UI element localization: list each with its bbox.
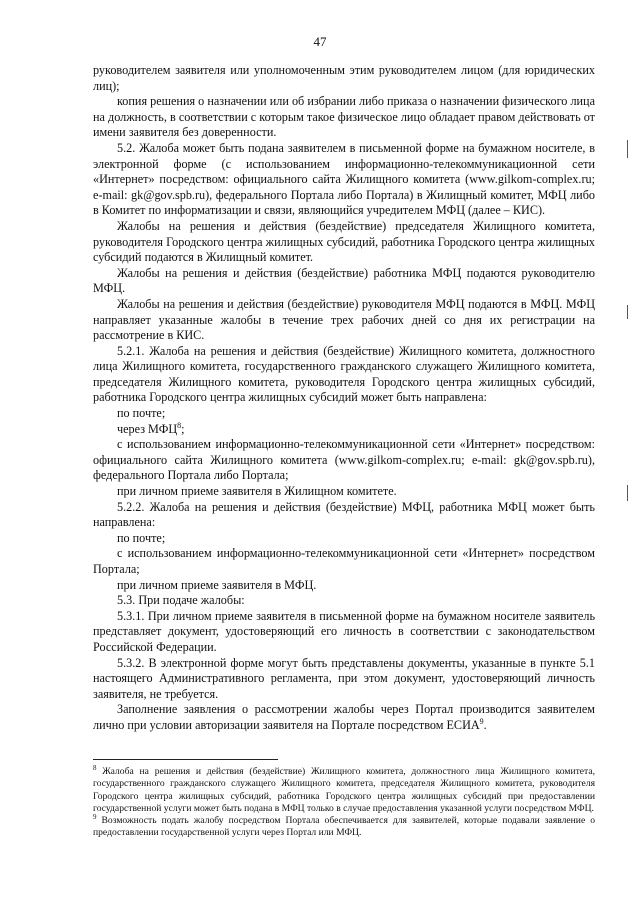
footnote-text: Жалоба на решения и действия (бездействие) Жилищного комитета, должностного лица Жилищного комитета, государственного гражданского служащего Жилищного комитета, председателя Жилищного комитета, руководителя Городского центра жилищных субсидий, работника Городского центра жилищных субсидий при предоставлении государственной услуги может быть подана в МФЦ только в случае предоставления указанной услуги посредством МФЦ.	[93, 766, 595, 814]
footnotes	[93, 763, 596, 840]
paragraph: 5.2.1. Жалоба на решения и действия (бездействие) Жилищного комитета, должностного лица Жилищного комитета, государственного гражданского служащего Жилищного комитета, председателя Жилищного комитета, руководителя Городского центра жилищных субсидий, работника Городского центра жилищных субсидий может быть направлена:	[93, 343, 595, 405]
paragraph: с использованием информационно-телекоммуникационной сети «Интернет» посредством: официального сайта Жилищного комитета (www.gilkom-complex.ru; e-mail: gk@gov.spb.ru), федерального Портала либо Портала;	[93, 437, 595, 483]
paragraph: при личном приеме заявителя в Жилищном комитете.	[117, 484, 397, 499]
scan-margin-mark	[627, 140, 628, 158]
paragraph: 5.3.2. В электронной форме могут быть представлены документы, указанные в пункте 5.1 настоящего Административного регламента, при этом документ, удостоверяющий личность заявителя, не требуется.	[93, 655, 595, 701]
paragraph: 5.2. Жалоба может быть подана заявителем в письменной форме на бумажном носителе, в электронной форме (с использованием информационно-телекоммуникационной сети «Интернет» посредством: официального сайта Жилищного комитета (www.gilkom-complex.ru; e-mail: gk@gov.spb.ru), федерального Портала либо Портала) в Жилищный комитет, МФЦ либо в Комитет по информатизации и связи, являющийся учредителем МФЦ (далее – КИС).	[93, 140, 595, 218]
page-number: 47	[313, 34, 327, 49]
paragraph-text: Заполнение заявления о рассмотрении жалобы через Портал производится заявителем лично при условии авторизации заявителя на Портале посредством ЕСИА	[93, 702, 595, 732]
paragraph-tail: ;	[181, 421, 185, 436]
footnote-ref[interactable]: 8	[177, 420, 182, 430]
paragraph: Жалобы на решения и действия (бездействие) руководителя МФЦ подаются в МФЦ. МФЦ направляет указанные жалобы в течение трех рабочих дней со дня их регистрации на рассмотрение в КИС.	[93, 296, 595, 343]
paragraph: по почте;	[117, 530, 166, 545]
paragraph: с использованием информационно-телекоммуникационной сети «Интернет» посредством Портала;	[93, 546, 595, 576]
footnote-mark: 8	[93, 763, 97, 772]
paragraph: руководителем заявителя или уполномоченным этим руководителем лицом (для юридических лиц);	[93, 63, 595, 93]
footnote-text: Возможность подать жалобу посредством Портала обеспечивается для заявителей, которые подавали заявление о предоставлении государственной услуги через Портал или МФЦ.	[93, 815, 596, 839]
scan-margin-mark	[627, 305, 628, 319]
paragraph: Жалобы на решения и действия (бездействие) председателя Жилищного комитета, руководителя Городского центра жилищных субсидий, работника Городского центра жилищных субсидий подаются в Жилищный комитет.	[93, 218, 595, 265]
paragraph: 5.3.1. При личном приеме заявителя в письменной форме на бумажном носителе заявитель представляет документ, удостоверяющий его личность в соответствии с законодательством Российской Федерации.	[93, 608, 595, 654]
paragraph: по почте;	[117, 406, 166, 421]
paragraph-tail: .	[483, 717, 487, 732]
scan-margin-mark	[627, 485, 628, 501]
paragraph: копия решения о назначении или об избрании либо приказа о назначении физического лица на должность, в соответствии с которым такое физическое лицо обладает правом действовать от имени заявителя без доверенности.	[93, 94, 595, 140]
paragraph: при личном приеме заявителя в МФЦ.	[117, 577, 317, 592]
footnote	[93, 815, 595, 840]
paragraph	[93, 422, 595, 438]
footnote-separator	[93, 759, 278, 760]
footnote-mark: 9	[93, 813, 97, 821]
body-text	[93, 63, 595, 734]
paragraph: 5.2.2. Жалоба на решения и действия (бездействие) МФЦ, работника МФЦ может быть направлена:	[93, 499, 595, 530]
paragraph	[93, 702, 595, 733]
paragraph-text: через МФЦ	[117, 421, 178, 436]
footnote	[93, 763, 595, 815]
paragraph: 5.3. При подаче жалобы:	[117, 593, 245, 608]
footnote-ref[interactable]: 9	[479, 716, 484, 726]
paragraph: Жалобы на решения и действия (бездействие) работника МФЦ подаются руководителю МФЦ.	[93, 265, 595, 296]
